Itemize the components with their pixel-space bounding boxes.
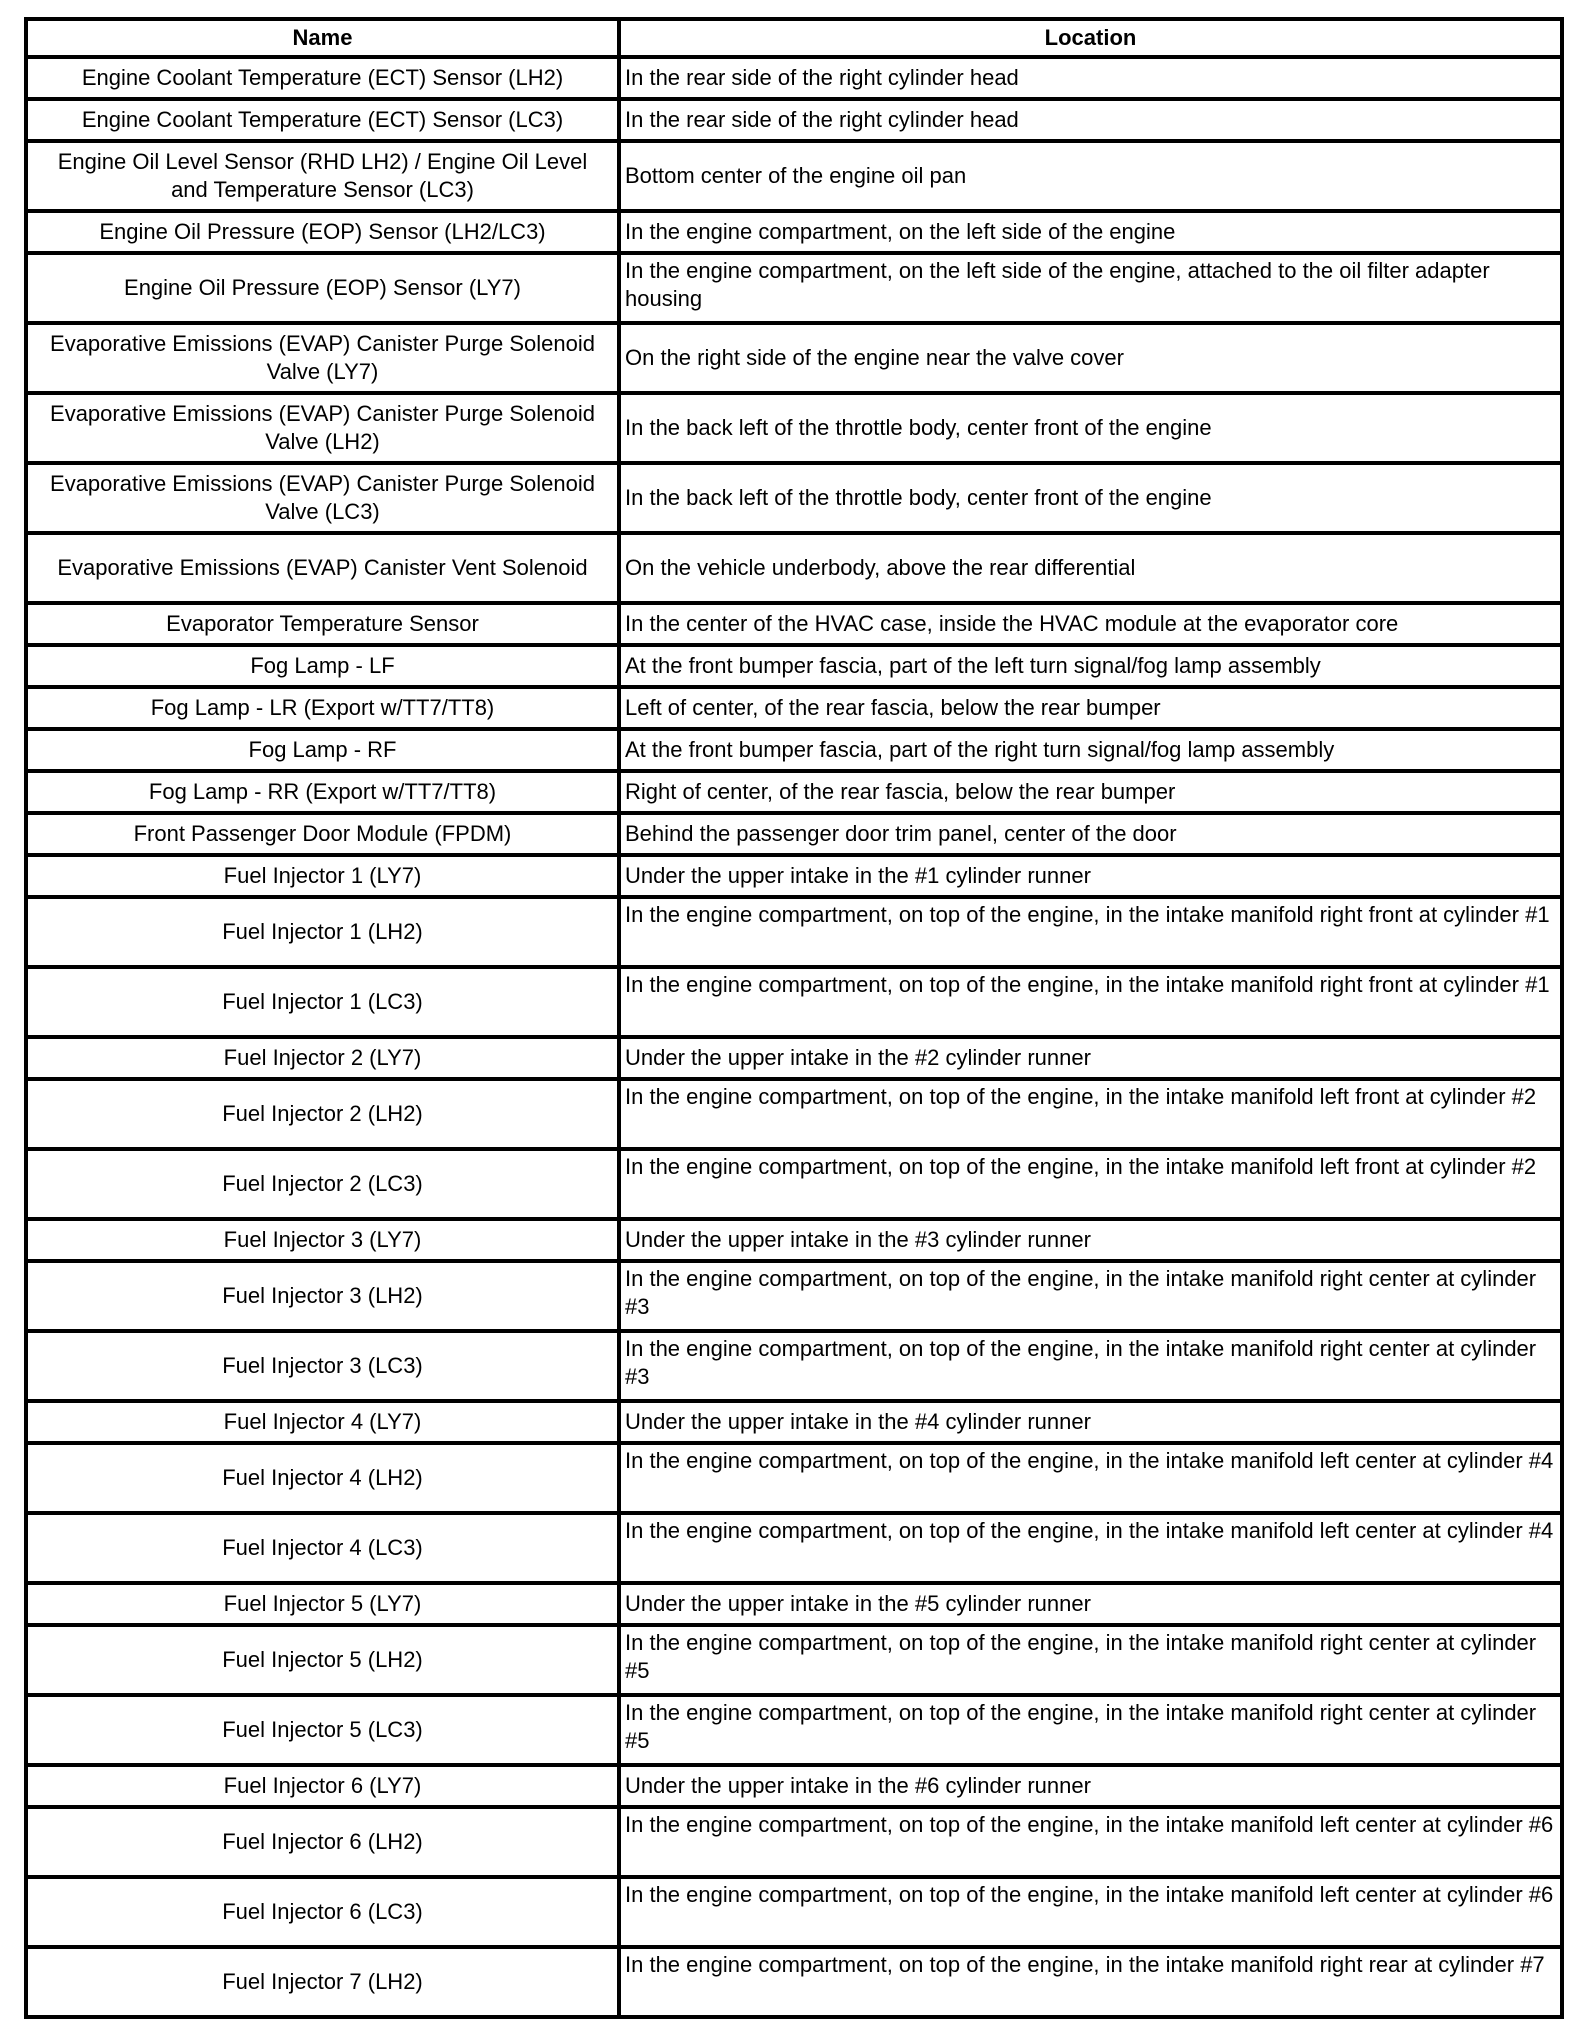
cell-name: Engine Coolant Temperature (ECT) Sensor (LC3) xyxy=(26,99,619,141)
cell-location: In the rear side of the right cylinder head xyxy=(619,99,1562,141)
cell-location: Under the upper intake in the #1 cylinder runner xyxy=(619,855,1562,897)
cell-name: Fuel Injector 6 (LH2) xyxy=(26,1807,619,1877)
cell-location: In the engine compartment, on top of the engine, in the intake manifold left front at cylinder #2 xyxy=(619,1149,1562,1219)
cell-name: Fuel Injector 2 (LY7) xyxy=(26,1037,619,1079)
cell-name: Engine Oil Pressure (EOP) Sensor (LH2/LC3) xyxy=(26,211,619,253)
table-row xyxy=(26,771,1562,813)
cell-location: In the engine compartment, on top of the engine, in the intake manifold left center at cylinder #4 xyxy=(619,1513,1562,1583)
cell-name: Fuel Injector 3 (LH2) xyxy=(26,1261,619,1331)
cell-location: In the engine compartment, on top of the engine, in the intake manifold right center at cylinder #3 xyxy=(619,1331,1562,1401)
table-row xyxy=(26,1443,1562,1513)
table-row xyxy=(26,1695,1562,1765)
cell-name: Engine Oil Level Sensor (RHD LH2) / Engine Oil Level and Temperature Sensor (LC3) xyxy=(26,141,619,211)
cell-location: In the engine compartment, on the left side of the engine xyxy=(619,211,1562,253)
table-row xyxy=(26,1261,1562,1331)
table-row xyxy=(26,1877,1562,1947)
table-row xyxy=(26,99,1562,141)
cell-name: Fog Lamp - RF xyxy=(26,729,619,771)
cell-location: In the engine compartment, on top of the engine, in the intake manifold right center at cylinder #3 xyxy=(619,1261,1562,1331)
table-row xyxy=(26,1947,1562,2017)
cell-location: In the engine compartment, on top of the engine, in the intake manifold right rear at cylinder #7 xyxy=(619,1947,1562,2017)
cell-location: In the rear side of the right cylinder head xyxy=(619,57,1562,99)
cell-name: Fuel Injector 1 (LY7) xyxy=(26,855,619,897)
cell-name: Evaporator Temperature Sensor xyxy=(26,603,619,645)
table-row xyxy=(26,1079,1562,1149)
table-row xyxy=(26,533,1562,603)
cell-location: At the front bumper fascia, part of the left turn signal/fog lamp assembly xyxy=(619,645,1562,687)
table-row xyxy=(26,1219,1562,1261)
cell-name: Fuel Injector 4 (LH2) xyxy=(26,1443,619,1513)
cell-location: In the engine compartment, on top of the engine, in the intake manifold right front at cylinder #1 xyxy=(619,967,1562,1037)
table-row xyxy=(26,463,1562,533)
cell-name: Fuel Injector 2 (LH2) xyxy=(26,1079,619,1149)
cell-location: Behind the passenger door trim panel, center of the door xyxy=(619,813,1562,855)
header-location: Location xyxy=(619,19,1562,57)
header-name: Name xyxy=(26,19,619,57)
table-row xyxy=(26,1625,1562,1695)
cell-location: In the back left of the throttle body, center front of the engine xyxy=(619,463,1562,533)
cell-name: Fuel Injector 3 (LC3) xyxy=(26,1331,619,1401)
cell-name: Engine Oil Pressure (EOP) Sensor (LY7) xyxy=(26,253,619,323)
cell-location: Under the upper intake in the #5 cylinder runner xyxy=(619,1583,1562,1625)
component-location-table xyxy=(24,17,1564,2019)
table-row xyxy=(26,1331,1562,1401)
table-row xyxy=(26,813,1562,855)
cell-location: Left of center, of the rear fascia, below the rear bumper xyxy=(619,687,1562,729)
cell-location: Under the upper intake in the #4 cylinder runner xyxy=(619,1401,1562,1443)
table-row xyxy=(26,393,1562,463)
table-row xyxy=(26,1401,1562,1443)
cell-name: Fuel Injector 1 (LC3) xyxy=(26,967,619,1037)
cell-location: In the back left of the throttle body, center front of the engine xyxy=(619,393,1562,463)
cell-name: Fuel Injector 5 (LY7) xyxy=(26,1583,619,1625)
cell-location: In the engine compartment, on top of the engine, in the intake manifold left center at cylinder #4 xyxy=(619,1443,1562,1513)
cell-name: Evaporative Emissions (EVAP) Canister Purge Solenoid Valve (LH2) xyxy=(26,393,619,463)
cell-location: At the front bumper fascia, part of the right turn signal/fog lamp assembly xyxy=(619,729,1562,771)
cell-name: Evaporative Emissions (EVAP) Canister Purge Solenoid Valve (LY7) xyxy=(26,323,619,393)
table-row xyxy=(26,1807,1562,1877)
cell-location: On the right side of the engine near the valve cover xyxy=(619,323,1562,393)
cell-location: In the engine compartment, on top of the engine, in the intake manifold right front at cylinder #1 xyxy=(619,897,1562,967)
cell-location: In the engine compartment, on top of the engine, in the intake manifold right center at cylinder #5 xyxy=(619,1625,1562,1695)
table-row xyxy=(26,323,1562,393)
cell-name: Fuel Injector 4 (LC3) xyxy=(26,1513,619,1583)
cell-name: Engine Coolant Temperature (ECT) Sensor (LH2) xyxy=(26,57,619,99)
cell-name: Evaporative Emissions (EVAP) Canister Purge Solenoid Valve (LC3) xyxy=(26,463,619,533)
table-row xyxy=(26,855,1562,897)
cell-location: In the engine compartment, on top of the engine, in the intake manifold left center at cylinder #6 xyxy=(619,1807,1562,1877)
cell-location: In the engine compartment, on top of the engine, in the intake manifold left center at cylinder #6 xyxy=(619,1877,1562,1947)
cell-name: Fuel Injector 5 (LH2) xyxy=(26,1625,619,1695)
cell-name: Evaporative Emissions (EVAP) Canister Vent Solenoid xyxy=(26,533,619,603)
cell-location: Under the upper intake in the #2 cylinder runner xyxy=(619,1037,1562,1079)
cell-location: Under the upper intake in the #6 cylinder runner xyxy=(619,1765,1562,1807)
cell-name: Fuel Injector 5 (LC3) xyxy=(26,1695,619,1765)
table-row xyxy=(26,645,1562,687)
table-row xyxy=(26,897,1562,967)
table-row xyxy=(26,141,1562,211)
cell-name: Fuel Injector 7 (LH2) xyxy=(26,1947,619,2017)
table-row xyxy=(26,1583,1562,1625)
cell-location: In the center of the HVAC case, inside the HVAC module at the evaporator core xyxy=(619,603,1562,645)
table-row xyxy=(26,967,1562,1037)
cell-name: Front Passenger Door Module (FPDM) xyxy=(26,813,619,855)
table-row xyxy=(26,687,1562,729)
cell-name: Fuel Injector 3 (LY7) xyxy=(26,1219,619,1261)
table-row xyxy=(26,57,1562,99)
cell-name: Fuel Injector 6 (LY7) xyxy=(26,1765,619,1807)
table-row xyxy=(26,211,1562,253)
table-row xyxy=(26,729,1562,771)
cell-name: Fuel Injector 1 (LH2) xyxy=(26,897,619,967)
table-header-row xyxy=(26,19,1562,57)
cell-location: Under the upper intake in the #3 cylinder runner xyxy=(619,1219,1562,1261)
cell-name: Fog Lamp - RR (Export w/TT7/TT8) xyxy=(26,771,619,813)
cell-name: Fuel Injector 2 (LC3) xyxy=(26,1149,619,1219)
table-row xyxy=(26,1513,1562,1583)
cell-location: On the vehicle underbody, above the rear differential xyxy=(619,533,1562,603)
cell-name: Fog Lamp - LF xyxy=(26,645,619,687)
cell-location: In the engine compartment, on top of the engine, in the intake manifold right center at cylinder #5 xyxy=(619,1695,1562,1765)
table-row xyxy=(26,253,1562,323)
cell-location: In the engine compartment, on top of the engine, in the intake manifold left front at cylinder #2 xyxy=(619,1079,1562,1149)
cell-name: Fuel Injector 4 (LY7) xyxy=(26,1401,619,1443)
cell-location: Right of center, of the rear fascia, below the rear bumper xyxy=(619,771,1562,813)
table-row xyxy=(26,1037,1562,1079)
table-row xyxy=(26,1765,1562,1807)
table-row xyxy=(26,603,1562,645)
cell-location: In the engine compartment, on the left side of the engine, attached to the oil filter adapter housing xyxy=(619,253,1562,323)
component-location-table-container xyxy=(24,17,1560,2019)
cell-name: Fog Lamp - LR (Export w/TT7/TT8) xyxy=(26,687,619,729)
table-row xyxy=(26,1149,1562,1219)
cell-location: Bottom center of the engine oil pan xyxy=(619,141,1562,211)
cell-name: Fuel Injector 6 (LC3) xyxy=(26,1877,619,1947)
